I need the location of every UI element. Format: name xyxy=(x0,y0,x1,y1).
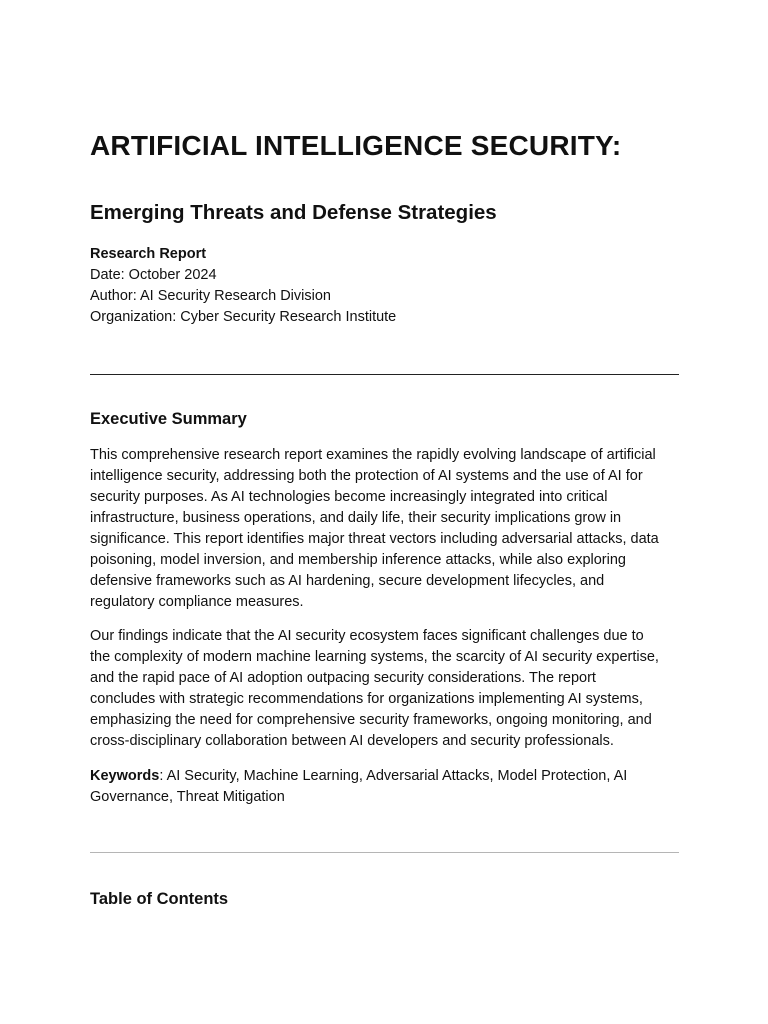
paragraph-line: concludes with strategic recommendations for organizations implementing AI systems, xyxy=(90,691,643,707)
executive-summary-heading: Executive Summary xyxy=(90,410,247,428)
paragraph-line: emphasizing the need for comprehensive security frameworks, ongoing monitoring, and xyxy=(90,712,652,728)
paragraph-line: the complexity of modern machine learning systems, the scarcity of AI security expertise, xyxy=(90,649,659,665)
paragraph-line: cross-disciplinary collaboration between AI developers and security professionals. xyxy=(90,733,614,749)
report-metadata xyxy=(90,244,396,328)
keywords-line xyxy=(90,766,684,787)
keywords-label: Keywords xyxy=(90,768,160,784)
report-author: Author: AI Security Research Division xyxy=(90,288,331,304)
paragraph-line: intelligence security, addressing both the protection of AI systems and the use of AI for xyxy=(90,468,643,484)
executive-summary-paragraph-2 xyxy=(90,626,684,752)
paragraph-line: infrastructure, business operations, and daily life, their security implications grow in xyxy=(90,510,622,526)
paragraph-line: security purposes. As AI technologies become increasingly integrated into critical xyxy=(90,489,608,505)
paragraph-line: and the rapid pace of AI adoption outpacing security considerations. The report xyxy=(90,670,596,686)
report-date: Date: October 2024 xyxy=(90,267,217,283)
document-subtitle: Emerging Threats and Defense Strategies xyxy=(90,201,497,224)
paragraph-line: This comprehensive research report examines the rapidly evolving landscape of artificial xyxy=(90,447,656,463)
title-divider xyxy=(90,374,679,375)
document-title: ARTIFICIAL INTELLIGENCE SECURITY: xyxy=(90,130,622,161)
paragraph-line: poisoning, model inversion, and membership inference attacks, while also exploring xyxy=(90,552,626,568)
keywords-paragraph xyxy=(90,766,684,808)
paragraph-line: Our findings indicate that the AI security ecosystem faces significant challenges due to xyxy=(90,628,644,644)
report-type: Research Report xyxy=(90,246,207,262)
paragraph-line: significance. This report identifies major threat vectors including adversarial attacks, data xyxy=(90,531,659,547)
table-of-contents-heading: Table of Contents xyxy=(90,890,229,908)
paragraph-line: defensive frameworks such as AI hardening, secure development lifecycles, and xyxy=(90,573,605,589)
keywords-list-part-2: Governance, Threat Mitigation xyxy=(90,789,285,805)
report-organization: Organization: Cyber Security Research Institute xyxy=(90,309,397,325)
keywords-list-part-1: : AI Security, Machine Learning, Adversarial Attacks, Model Protection, AI xyxy=(159,768,628,784)
paragraph-line: regulatory compliance measures. xyxy=(90,594,304,610)
section-divider xyxy=(90,852,679,853)
executive-summary-paragraph-1 xyxy=(90,445,684,613)
